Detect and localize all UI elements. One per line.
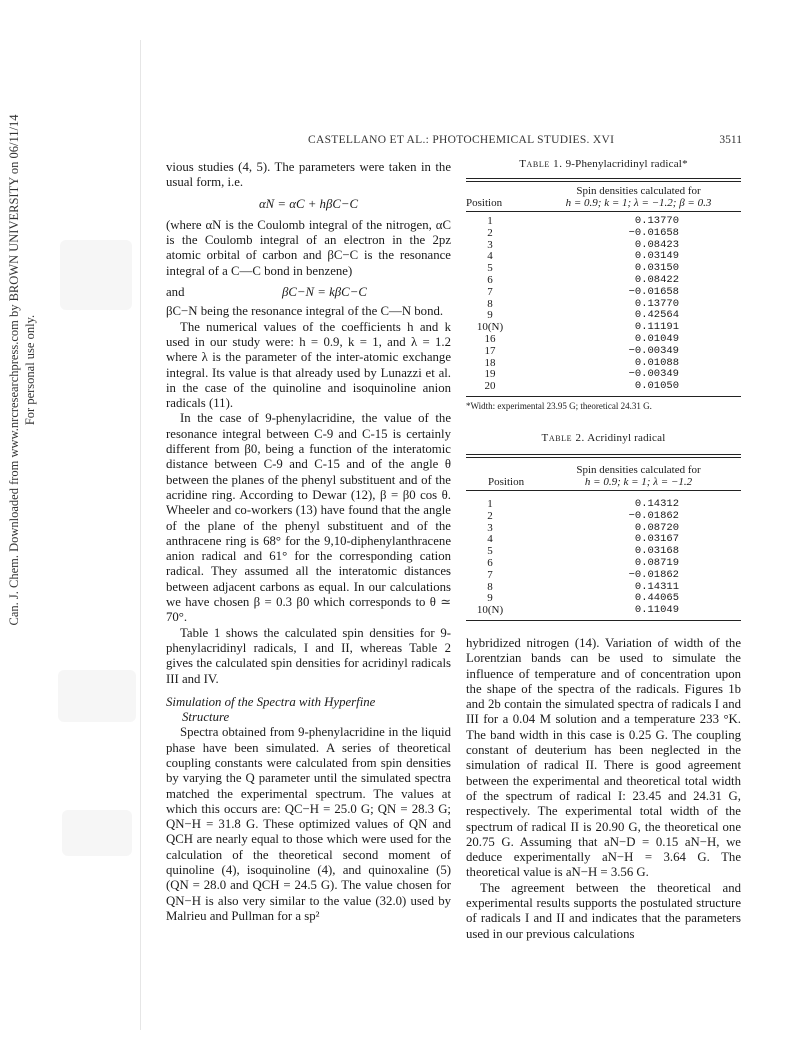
spin-density-cell: 0.01050: [634, 380, 679, 393]
table-row: [466, 322, 741, 334]
right-column: [466, 636, 741, 942]
scan-smudge: [60, 240, 132, 310]
table-row: [466, 251, 741, 263]
spin-density-cell: −0.01862: [628, 568, 679, 581]
spin-density-cell: 0.13770: [634, 297, 679, 310]
column-header-spin-line2: h = 0.9; k = 1; λ = −1.2: [584, 476, 693, 488]
table-2-caption: [466, 432, 741, 444]
equation-alpha-n: αN = αC + hβC−C: [258, 196, 359, 211]
position-cell: 17: [484, 344, 496, 357]
paragraph: (where αN is the Coulomb integral of the nitrogen, αC is the Coulomb integral of an electron in the 2pz atomic orbital of carbon and βC−C is the resonance integral of a C—C bond in benzene): [166, 217, 451, 278]
table-row: [466, 558, 741, 570]
position-cell: 7: [487, 568, 493, 581]
position-cell: 1: [487, 215, 493, 227]
position-cell: 9: [487, 592, 493, 605]
table-row: [466, 346, 741, 358]
position-cell: 2: [487, 226, 493, 239]
scan-smudge: [58, 670, 136, 722]
table-2-body: [466, 491, 741, 617]
table-row: [466, 534, 741, 546]
table-row: [466, 216, 741, 228]
position-cell: 2: [487, 509, 493, 522]
table-row: [466, 228, 741, 240]
position-cell: 1: [487, 498, 493, 510]
position-cell: 8: [487, 580, 493, 593]
spin-density-cell: −0.00349: [628, 344, 679, 357]
table-1-header: [466, 182, 741, 211]
spin-density-cell: 0.08720: [634, 521, 679, 534]
table-row: [466, 299, 741, 311]
spin-density-cell: 0.44065: [634, 592, 679, 605]
column-header-spin: [536, 185, 741, 209]
table-2-label: Table 2.: [541, 432, 585, 444]
table-1-title: 9-Phenylacridinyl radical*: [565, 158, 688, 170]
table-row: [466, 499, 741, 511]
page-number: 3511: [719, 134, 742, 146]
paragraph: Table 1 shows the calculated spin densities for 9-phenylacridinyl radicals, I and II, whereas Table 2 gives the calculated spin densities for acridinyl radicals III and IV.: [166, 625, 451, 686]
column-header-spin-line2: h = 0.9; k = 1; λ = −1.2; β = 0.3: [565, 197, 712, 209]
table-row: [466, 358, 741, 370]
spin-density-cell: 0.08423: [634, 238, 679, 251]
spin-density-cell: 0.11049: [634, 604, 679, 617]
column-header-position: Position: [488, 476, 525, 488]
spin-density-cell: −0.01658: [628, 285, 679, 298]
paragraph: Spectra obtained from 9-phenylacridine in the liquid phase have been simulated. A series of theoretical coupling constants were calculated from spin densities by varying the Q parameter until the simulated spectra matched the experimental spectrum. The values at which this occurs are: QC−H = 25.0 G; QN = 28.3 G; QN−H = 31.8 G. These optimized values of QN and QCH are nearly equal to those which were used for the calculation of the theoretical second moment of quinoline (4), isoquinoline (4), and quinoxaline (5) (QN = 28.0 and QCH = 24.5 G). The value chosen for QN−H is also very similar to the value (32.0) used by Malrieu and Pullman for a sp²: [166, 725, 451, 923]
position-cell: 18: [484, 356, 496, 369]
spin-density-cell: −0.01658: [628, 226, 679, 239]
table-1-footnote: *Width: experimental 23.95 G; theoretical 24.31 G.: [466, 400, 652, 411]
equation-beta-cn-row: [166, 285, 451, 300]
spin-density-cell: 0.14311: [634, 580, 679, 593]
position-cell: 8: [487, 297, 493, 310]
spin-density-cell: 0.11191: [634, 321, 679, 334]
column-header-spin: [536, 464, 741, 488]
paragraph: The agreement between the theoretical and experimental results supports the postulated structure of radicals I and II and indicates that the parameters used in our previous calculations: [466, 880, 741, 941]
position-cell: 20: [484, 380, 496, 393]
table-1-body: [466, 212, 741, 393]
spin-density-cell: 0.03167: [634, 533, 679, 546]
position-cell: 19: [484, 368, 496, 381]
paragraph: vious studies (4, 5). The parameters were taken in the usual form, i.e.: [166, 160, 451, 190]
table-row: [466, 240, 741, 252]
position-cell: 16: [484, 332, 496, 345]
section-heading-cont: Structure: [182, 710, 230, 725]
spin-density-cell: −0.00349: [628, 368, 679, 381]
position-cell: 5: [487, 545, 493, 558]
table-1-label: Table 1.: [519, 158, 563, 170]
column-header-spin-line1: Spin densities calculated for: [576, 464, 701, 476]
section-heading: Simulation of the Spectra with Hyperfine: [166, 694, 376, 709]
position-cell: 3: [487, 521, 493, 534]
table-row: [466, 381, 741, 393]
position-cell: 6: [487, 556, 493, 569]
table-row: [466, 523, 741, 535]
paragraph: In the case of 9-phenylacridine, the value of the resonance integral between C-9 and C-15 is certainly different from β0, being a function of the interatomic distance between C-9 and C-15 and of the angle θ between the planes of the phenyl substituent and of the acridine ring. According to Dewar (12), β = β0 cos θ. Wheeler and co-workers (13) have found that the angle of the plane of the phenyl substituent and of the anthracene ring is 68° for the 9,10-diphenylanthracene anion radical and 61° for the corresponding cation radical. They assumed all the interatomic distances between adjacent carbons as equal. In our calculations we have chosen β = 0.3 β0 which corresponds to θ ≃ 70°.: [166, 411, 451, 625]
spin-density-cell: 0.08422: [634, 273, 679, 286]
position-cell: 6: [487, 273, 493, 286]
spin-density-cell: 0.13770: [634, 215, 679, 227]
spin-density-cell: 0.03149: [634, 250, 679, 263]
table-row: [466, 593, 741, 605]
table-2: [466, 432, 741, 621]
paragraph: The numerical values of the coefficients h and k used in our study were: h = 0.9, k = 1, and λ = 1.2 where λ is the parameter of the inter-atomic exchange integral. Its value is that already used by Lunazzi et al. in the case of the quinoline and isoquinoline anion radicals (11).: [166, 319, 451, 411]
position-cell: 4: [487, 533, 493, 546]
spin-density-cell: 0.01049: [634, 332, 679, 345]
spin-density-cell: 0.03150: [634, 262, 679, 275]
position-cell: 10(N): [476, 321, 504, 334]
column-header-spin-line1: Spin densities calculated for: [576, 185, 701, 197]
scan-smudge: [62, 810, 132, 856]
paragraph: hybridized nitrogen (14). Variation of width of the Lorentzian bands can be used to simulate the influence of temperature and of concentration upon the shape of the spectra of the radicals. Figures 1b and 2b contain the simulated spectra of radicals I and III for a 0.04 M solution and a temperature 233 °K. The band width in this case is 0.25 G. The coupling constant of deuterium has been neglected in the simulation of radical II. There is good agreement between the experimental and theoretical total width of the spectrum of radical I: 23.45 and 24.31 G, respectively. The experimental total width of the spectrum of radical II is 20.90 G, the theoretical one 20.75 G. Assuming that aN−D = 0.15 aN−H, we deduce experimentally aN−H = 3.64 G. The theoretical value is aN−H = 3.56 G.: [466, 636, 741, 880]
column-header-position: Position: [466, 197, 503, 209]
running-title: CASTELLANO ET AL.: PHOTOCHEMICAL STUDIES. XVI: [308, 134, 615, 146]
position-cell: 7: [487, 285, 493, 298]
equation-beta-cn: βC−N = kβC−C: [282, 285, 367, 300]
spin-density-cell: 0.08719: [634, 556, 679, 569]
running-header: [160, 132, 740, 152]
spin-density-cell: 0.03168: [634, 545, 679, 558]
table-1: [466, 158, 741, 411]
table-row: [466, 511, 741, 523]
spin-density-cell: 0.14312: [634, 498, 679, 510]
download-stamp: [6, 40, 46, 700]
table-row: [466, 570, 741, 582]
spin-density-cell: 0.42564: [634, 309, 679, 322]
download-stamp-line2: For personal use only.: [23, 314, 37, 426]
table-row: [466, 334, 741, 346]
table-2-header: [466, 458, 741, 490]
spin-density-cell: 0.01088: [634, 356, 679, 369]
table-row: [466, 275, 741, 287]
page-edge-line: [140, 40, 141, 1030]
equation-connector: and: [166, 285, 185, 300]
table-rule: [466, 396, 741, 397]
left-column: [166, 160, 451, 924]
table-row: [466, 546, 741, 558]
position-cell: 10(N): [476, 604, 504, 617]
position-cell: 3: [487, 238, 493, 251]
spin-density-cell: −0.01862: [628, 509, 679, 522]
position-cell: 9: [487, 309, 493, 322]
position-cell: 4: [487, 250, 493, 263]
table-2-title: Acridinyl radical: [587, 432, 666, 444]
table-1-caption: [466, 158, 741, 170]
paragraph: βC−N being the resonance integral of the C—N bond.: [166, 304, 444, 319]
table-row: [466, 310, 741, 322]
table-rule: [466, 620, 741, 621]
table-row: [466, 287, 741, 299]
table-row: [466, 605, 741, 617]
position-cell: 5: [487, 262, 493, 275]
download-stamp-line1: Can. J. Chem. Downloaded from www.nrcresearchpress.com by BROWN UNIVERSITY on 06/11/14: [7, 114, 21, 626]
table-row: [466, 263, 741, 275]
table-row: [466, 582, 741, 594]
table-row: [466, 369, 741, 381]
